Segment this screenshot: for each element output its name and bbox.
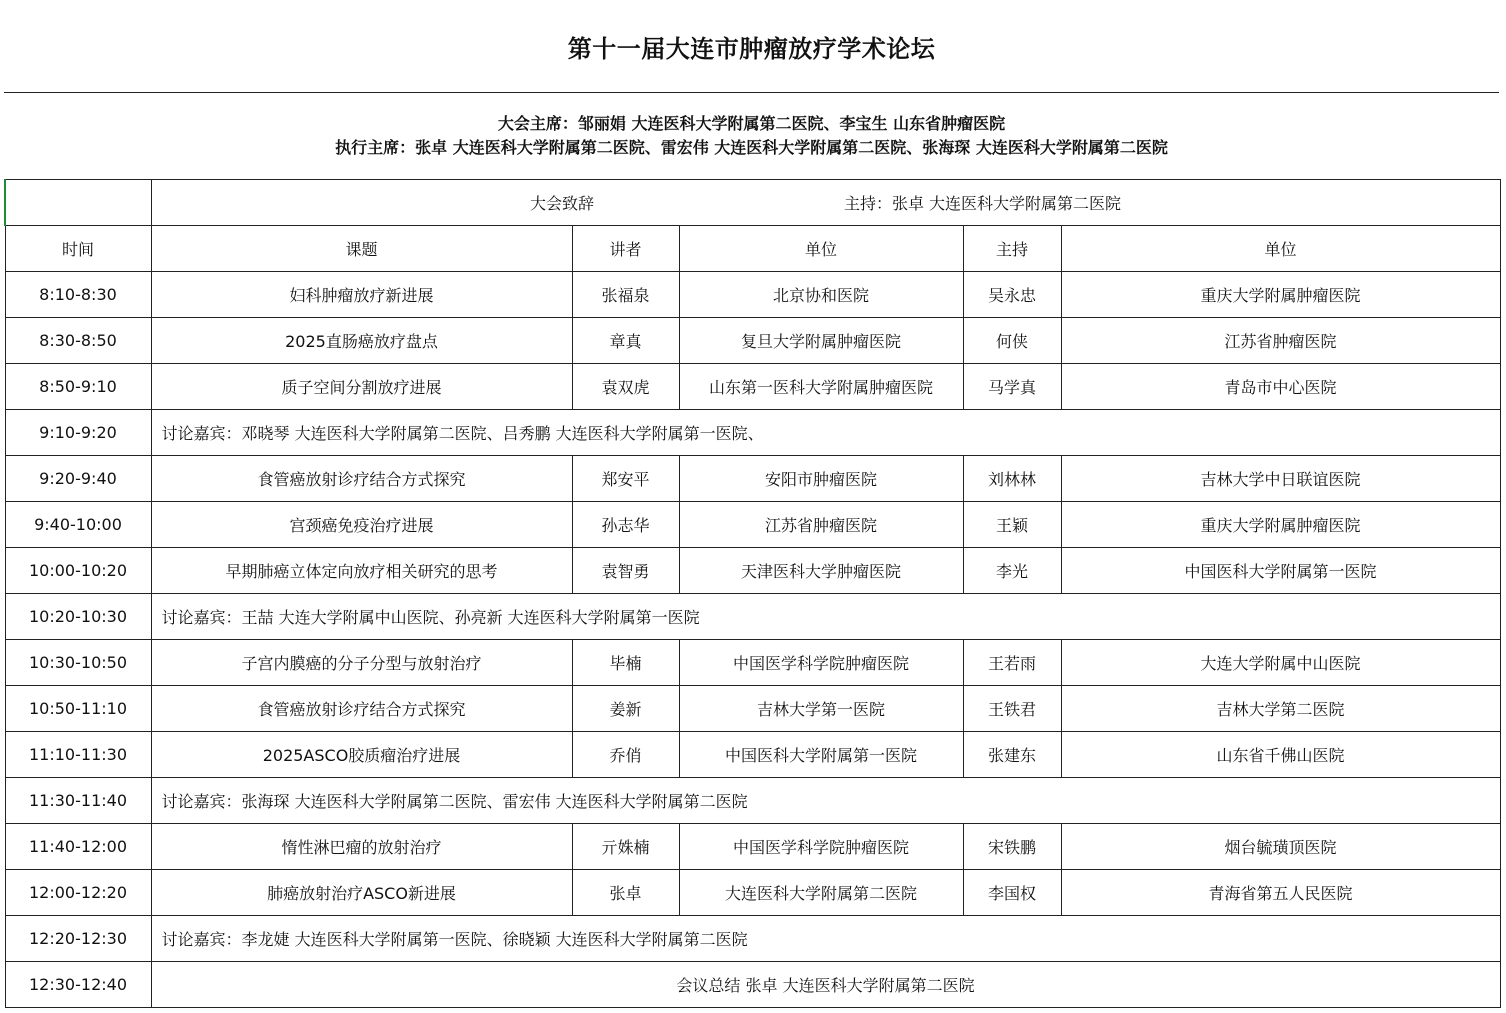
time-cell: 12:30-12:40: [5, 962, 151, 1008]
speaker-unit-cell: 吉林大学第一医院: [679, 686, 963, 732]
header-time: 时间: [5, 226, 151, 272]
host-unit-cell: 山东省千佛山医院: [1061, 732, 1500, 778]
time-cell: 8:30-8:50: [5, 318, 151, 364]
time-cell: 12:20-12:30: [5, 916, 151, 962]
host-unit-cell: 吉林大学第二医院: [1061, 686, 1500, 732]
speaker-unit-cell: 江苏省肿瘤医院: [679, 502, 963, 548]
topic-cell: 惰性淋巴瘤的放射治疗: [151, 824, 572, 870]
host-cell: 宋铁鹏: [963, 824, 1061, 870]
time-cell: 10:30-10:50: [5, 640, 151, 686]
table-row: [5, 364, 1500, 410]
time-cell: 10:20-10:30: [5, 594, 151, 640]
schedule-table: [4, 179, 1501, 1008]
speaker-unit-cell: 中国医学科学院肿瘤医院: [679, 824, 963, 870]
speaker-unit-cell: 天津医科大学肿瘤医院: [679, 548, 963, 594]
time-cell: 11:10-11:30: [5, 732, 151, 778]
header-topic: 课题: [151, 226, 572, 272]
table-row: [5, 962, 1500, 1008]
speaker-unit-cell: 复旦大学附属肿瘤医院: [679, 318, 963, 364]
time-cell: 11:30-11:40: [5, 778, 151, 824]
speaker-unit-cell: 中国医学科学院肿瘤医院: [679, 640, 963, 686]
executive-chair: 执行主席：张卓 大连医科大学附属第二医院、雷宏伟 大连医科大学附属第二医院、张海琛 大连医科大学附属第二医院: [335, 138, 1168, 157]
page-title: 第十一届大连市肿瘤放疗学术论坛: [567, 34, 936, 63]
speaker-cell: 毕楠: [572, 640, 679, 686]
table-row: [5, 778, 1500, 824]
host-unit-cell: 中国医科大学附属第一医院: [1061, 548, 1500, 594]
speaker-unit-cell: 大连医科大学附属第二医院: [679, 870, 963, 916]
topic-cell: 质子空间分割放疗进展: [151, 364, 572, 410]
speaker-unit-cell: 安阳市肿瘤医院: [679, 456, 963, 502]
host-cell: 李光: [963, 548, 1061, 594]
speaker-cell: 章真: [572, 318, 679, 364]
speaker-cell: 袁双虎: [572, 364, 679, 410]
table-row: [5, 686, 1500, 732]
title-row: [4, 0, 1499, 93]
host-cell: 刘林林: [963, 456, 1061, 502]
opening-row: [5, 180, 1500, 226]
discussion-cell: 讨论嘉宾：张海琛 大连医科大学附属第二医院、雷宏伟 大连医科大学附属第二医院: [151, 778, 1500, 824]
table-row: [5, 318, 1500, 364]
opening-empty-cell: [5, 180, 151, 226]
topic-cell: 食管癌放射诊疗结合方式探究: [151, 456, 572, 502]
header-host: 主持: [963, 226, 1061, 272]
host-cell: 王铁君: [963, 686, 1061, 732]
speaker-cell: 姜新: [572, 686, 679, 732]
table-row: [5, 548, 1500, 594]
speaker-unit-cell: 北京协和医院: [679, 272, 963, 318]
speaker-cell: 袁智勇: [572, 548, 679, 594]
host-unit-cell: 青岛市中心医院: [1061, 364, 1500, 410]
speaker-unit-cell: 中国医科大学附属第一医院: [679, 732, 963, 778]
host-unit-cell: 青海省第五人民医院: [1061, 870, 1500, 916]
discussion-cell: 讨论嘉宾：李龙婕 大连医科大学附属第一医院、徐晓颖 大连医科大学附属第二医院: [151, 916, 1500, 962]
topic-cell: 宫颈癌免疫治疗进展: [151, 502, 572, 548]
time-cell: 10:50-11:10: [5, 686, 151, 732]
table-row: [5, 870, 1500, 916]
host-cell: 王颖: [963, 502, 1061, 548]
header-row: [5, 226, 1500, 272]
table-row: [5, 640, 1500, 686]
time-cell: 12:00-12:20: [5, 870, 151, 916]
host-unit-cell: 烟台毓璜顶医院: [1061, 824, 1500, 870]
topic-cell: 2025直肠癌放疗盘点: [151, 318, 572, 364]
discussion-cell: 讨论嘉宾：王喆 大连大学附属中山医院、孙亮新 大连医科大学附属第一医院: [151, 594, 1500, 640]
chairs-block: [4, 93, 1499, 180]
table-row: [5, 456, 1500, 502]
time-cell: 9:10-9:20: [5, 410, 151, 456]
host-cell: 张建东: [963, 732, 1061, 778]
speaker-cell: 乔俏: [572, 732, 679, 778]
host-unit-cell: 重庆大学附属肿瘤医院: [1061, 272, 1500, 318]
host-unit-cell: 大连大学附属中山医院: [1061, 640, 1500, 686]
speaker-unit-cell: 山东第一医科大学附属肿瘤医院: [679, 364, 963, 410]
table-row: [5, 410, 1500, 456]
topic-cell: 肺癌放射治疗ASCO新进展: [151, 870, 572, 916]
host-unit-cell: 吉林大学中日联谊医院: [1061, 456, 1500, 502]
topic-cell: 食管癌放射诊疗结合方式探究: [151, 686, 572, 732]
speaker-cell: 孙志华: [572, 502, 679, 548]
host-cell: 马学真: [963, 364, 1061, 410]
opening-host: 主持：张卓 大连医科大学附属第二医院: [843, 194, 1122, 213]
table-row: [5, 594, 1500, 640]
host-unit-cell: 重庆大学附属肿瘤医院: [1061, 502, 1500, 548]
topic-cell: 子宫内膜癌的分子分型与放射治疗: [151, 640, 572, 686]
summary-cell: 会议总结 张卓 大连医科大学附属第二医院: [151, 962, 1500, 1008]
table-row: [5, 732, 1500, 778]
host-cell: 李国权: [963, 870, 1061, 916]
table-row: [5, 502, 1500, 548]
time-cell: 9:20-9:40: [5, 456, 151, 502]
speaker-cell: 张福泉: [572, 272, 679, 318]
header-speaker-unit: 单位: [679, 226, 963, 272]
host-cell: 吴永忠: [963, 272, 1061, 318]
host-cell: 何侠: [963, 318, 1061, 364]
time-cell: 10:00-10:20: [5, 548, 151, 594]
host-unit-cell: 江苏省肿瘤医院: [1061, 318, 1500, 364]
schedule-sheet: [4, 0, 1499, 1008]
speaker-cell: 张卓: [572, 870, 679, 916]
opening-label: 大会致辞: [529, 194, 594, 213]
time-cell: 8:10-8:30: [5, 272, 151, 318]
header-host-unit: 单位: [1061, 226, 1500, 272]
time-cell: 8:50-9:10: [5, 364, 151, 410]
header-speaker: 讲者: [572, 226, 679, 272]
table-row: [5, 824, 1500, 870]
topic-cell: 早期肺癌立体定向放疗相关研究的思考: [151, 548, 572, 594]
table-row: [5, 272, 1500, 318]
time-cell: 11:40-12:00: [5, 824, 151, 870]
time-cell: 9:40-10:00: [5, 502, 151, 548]
speaker-cell: 亓姝楠: [572, 824, 679, 870]
discussion-cell: 讨论嘉宾：邓晓琴 大连医科大学附属第二医院、吕秀鹏 大连医科大学附属第一医院、: [151, 410, 1500, 456]
conference-chair: 大会主席：邹丽娟 大连医科大学附属第二医院、李宝生 山东省肿瘤医院: [497, 114, 1006, 133]
table-row: [5, 916, 1500, 962]
topic-cell: 妇科肿瘤放疗新进展: [151, 272, 572, 318]
speaker-cell: 郑安平: [572, 456, 679, 502]
host-cell: 王若雨: [963, 640, 1061, 686]
opening-cell: [151, 180, 1500, 226]
topic-cell: 2025ASCO胶质瘤治疗进展: [151, 732, 572, 778]
